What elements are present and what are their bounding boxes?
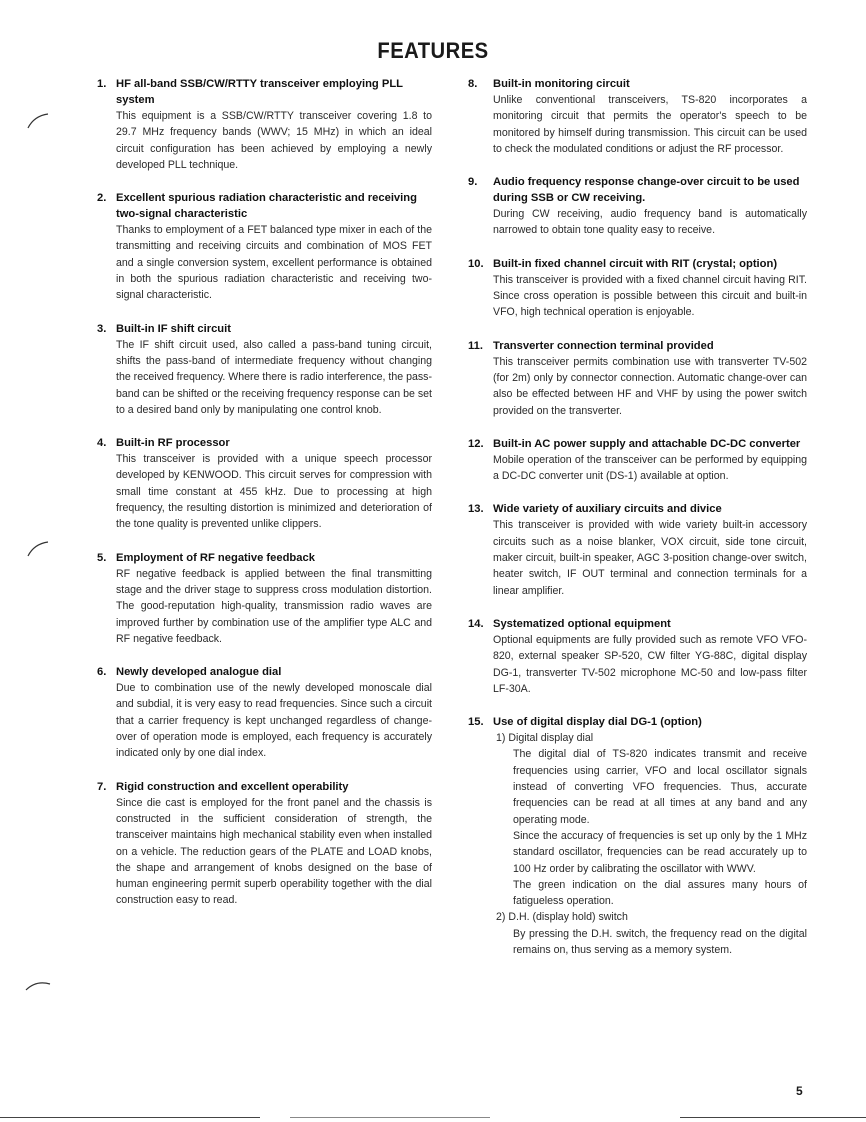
feature-item bbox=[468, 256, 807, 321]
sub-item bbox=[468, 730, 807, 958]
feature-heading bbox=[468, 714, 807, 730]
margin-mark-icon bbox=[24, 540, 54, 560]
feature-heading bbox=[468, 256, 807, 272]
feature-heading bbox=[97, 321, 432, 337]
feature-title: Transverter connection terminal provided bbox=[493, 339, 714, 352]
feature-item bbox=[468, 76, 807, 157]
feature-title: Use of digital display dial DG-1 (option) bbox=[493, 716, 702, 729]
feature-item bbox=[97, 664, 432, 761]
feature-body: Unlike conventional transceivers, TS-820 incorporates a monitoring circuit that permits the operator's speech to be monitored by himself during transmission. This circuit can be used to check the modulated conditions or adjust the RF processor. bbox=[493, 94, 807, 155]
feature-heading bbox=[468, 76, 807, 92]
feature-heading bbox=[97, 550, 432, 566]
feature-item bbox=[97, 779, 432, 909]
right-column bbox=[468, 76, 807, 975]
feature-body: The IF shift circuit used, also called a pass-band tuning circuit, shifts the pass-band of intermediate frequency without changing the received frequency. Where there is radio interference, the pass-band can be shifted or the receiving frequency response can be set to a desired band only by manipulating one control knob. bbox=[116, 338, 433, 416]
feature-body: This transceiver permits combination use with transverter TV-502 (for 2m) only by connector connection. Automatic change-over can also be effected between HF and VHF by using the power switch provided on the transverter. bbox=[493, 355, 807, 417]
sub-item-text: The digital dial of TS-820 indicates transmit and receive frequencies using carrier, VFO and local oscillator signals instead of converting VFO frequencies. Thus, accurate frequencies can be read at all times at any band and any operating mode. bbox=[513, 748, 807, 826]
page-title: FEATURES bbox=[377, 38, 489, 63]
feature-number: 9. bbox=[468, 176, 478, 189]
feature-number: 6. bbox=[97, 666, 107, 679]
feature-heading bbox=[468, 436, 807, 452]
page-number: 5 bbox=[796, 1084, 803, 1098]
feature-heading bbox=[97, 190, 432, 222]
feature-title: Built-in IF shift circuit bbox=[116, 322, 231, 335]
feature-number: 5. bbox=[97, 551, 107, 564]
margin-mark-icon bbox=[24, 976, 54, 996]
feature-heading bbox=[97, 664, 432, 680]
feature-title: Systematized optional equipment bbox=[493, 617, 671, 630]
feature-title: Built-in AC power supply and attachable DC-DC converter bbox=[493, 437, 801, 450]
feature-number: 3. bbox=[97, 322, 107, 335]
feature-body: This transceiver is provided with a fixed channel circuit having RIT. Since cross operation is possible between this circuit and built-in VFO, high technical operation is enjoyable. bbox=[493, 273, 807, 319]
feature-number: 11. bbox=[468, 339, 483, 352]
feature-heading bbox=[468, 338, 807, 354]
feature-number: 7. bbox=[97, 780, 107, 793]
feature-item bbox=[468, 616, 807, 697]
feature-heading bbox=[468, 616, 807, 632]
feature-number: 12. bbox=[468, 437, 484, 450]
feature-heading bbox=[468, 174, 807, 206]
feature-heading bbox=[97, 779, 432, 795]
feature-number: 4. bbox=[97, 437, 107, 450]
feature-number: 10. bbox=[468, 257, 484, 270]
sub-item-text: Since the accuracy of frequencies is set up only by the 1 MHz standard oscillator, frequencies can be read accurately up to 100 Hz order by calibrating the oscillator with WWV. bbox=[513, 829, 807, 875]
feature-body: Thanks to employment of a FET balanced type mixer in each of the transmitting and receiving circuits and combination of MOS FET and a single conversion system, excellent performance is obtained in both the spurious radiation characteristic and receiving two-signal characteristic. bbox=[116, 224, 432, 302]
feature-heading bbox=[97, 76, 432, 108]
feature-body: Mobile operation of the transceiver can be performed by equipping a DC-DC converter unit (DS-1) available at option. bbox=[493, 453, 807, 483]
feature-item bbox=[97, 321, 432, 418]
bottom-rule bbox=[680, 1117, 866, 1118]
feature-item bbox=[468, 174, 807, 239]
feature-item bbox=[97, 435, 432, 532]
feature-heading bbox=[97, 435, 432, 451]
feature-number: 1. bbox=[97, 78, 107, 90]
bottom-rule bbox=[0, 1117, 260, 1118]
feature-item bbox=[468, 714, 807, 958]
feature-body: Optional equipments are fully provided such as remote VFO VFO-820, external speaker SP-520, CW filter YG-88C, digital display DG-1, transverter TV-502 microphone MC-50 and low-pass filter LF-30A. bbox=[493, 633, 807, 695]
feature-title: Audio frequency response change-over circuit to be used during SSB or CW receiving. bbox=[493, 176, 800, 205]
feature-number: 15. bbox=[468, 716, 484, 729]
feature-title: Built-in fixed channel circuit with RIT (crystal; option) bbox=[493, 257, 778, 270]
sub-item-text: By pressing the D.H. switch, the frequency read on the digital remains on, thus serving as a memory system. bbox=[513, 927, 807, 956]
feature-number: 2. bbox=[97, 192, 107, 205]
feature-body: This transceiver is provided with a unique speech processor developed by KENWOOD. This circuit serves for compression with small time constant at 455 kHz. Due to processing at high frequency, the resulting distortion is minimized and deterioration of the tone quality is prevented unlike clippers. bbox=[116, 453, 432, 531]
feature-title: Built-in RF processor bbox=[116, 437, 230, 450]
sub-item-label: 1) Digital display dial bbox=[496, 732, 594, 745]
feature-number: 8. bbox=[468, 78, 478, 90]
feature-title: Wide variety of auxiliary circuits and divice bbox=[493, 503, 722, 516]
feature-body: RF negative feedback is applied between the final transmitting stage and the driver stage to suppress cross modulation distortion. The good-reputation high-quality, transmission radio waves are improved further by combination use of the amplifier type ALC and RF negative feedback. bbox=[116, 567, 432, 645]
feature-number: 14. bbox=[468, 617, 484, 630]
feature-item bbox=[468, 501, 807, 598]
feature-number: 13. bbox=[468, 503, 484, 516]
feature-body: Since die cast is employed for the front panel and the chassis is constructed in the sufficient consideration of strength, the transceiver maintains high mechanical stability even when installed on a vehicle. The reduction gears of the PLATE and LOAD knobs, the shape and arrangement of knobs designed on the base of human engineering permit superb operability together with the dial construction easy to read. bbox=[116, 796, 432, 907]
feature-item bbox=[468, 436, 807, 485]
feature-title: Built-in monitoring circuit bbox=[493, 78, 630, 90]
feature-title: Newly developed analogue dial bbox=[116, 666, 282, 679]
feature-item bbox=[97, 550, 432, 647]
feature-item bbox=[97, 76, 432, 173]
feature-body: Due to combination use of the newly developed monoscale dial and subdial, it is very easy to read frequencies. Since such a circuit that a carrier frequency is kept unchanged regardless of change-over of operation mode is employed, each frequency is accurately indicated only by one dial index. bbox=[116, 682, 432, 760]
sub-item-text: The green indication on the dial assures many hours of fatigueless operation. bbox=[513, 878, 807, 908]
feature-body: This equipment is a SSB/CW/RTTY transceiver covering 1.8 to 29.7 MHz frequency bands (WWV; 15 MHz) in which an ideal circuit configuration has been achieved by employing a newly developed PLL technique. bbox=[116, 110, 432, 171]
feature-title: Rigid construction and excellent operability bbox=[116, 780, 349, 793]
feature-item bbox=[468, 338, 807, 419]
feature-heading bbox=[468, 501, 807, 517]
sub-item-label: 2) D.H. (display hold) switch bbox=[496, 911, 628, 924]
feature-body: During CW receiving, audio frequency band is automatically narrowed to obtain tone quality easy to receive. bbox=[493, 208, 807, 237]
margin-mark-icon bbox=[24, 112, 54, 132]
feature-title: Employment of RF negative feedback bbox=[116, 551, 315, 564]
feature-title: Excellent spurious radiation characteristic and receiving two-signal characteristic bbox=[116, 192, 417, 221]
bottom-rule bbox=[290, 1117, 490, 1118]
left-column bbox=[97, 76, 432, 926]
feature-item bbox=[97, 190, 432, 303]
feature-title: HF all-band SSB/CW/RTTY transceiver employing PLL system bbox=[116, 78, 403, 106]
feature-body: This transceiver is provided with wide variety built-in accessory circuits such as a noise blanker, VOX circuit, side tone circuit, maker circuit, built-in speaker, AGC 3-position change-over switch, heater switch, IF OUT terminal and connection terminals for a linear amplifier. bbox=[493, 519, 807, 597]
